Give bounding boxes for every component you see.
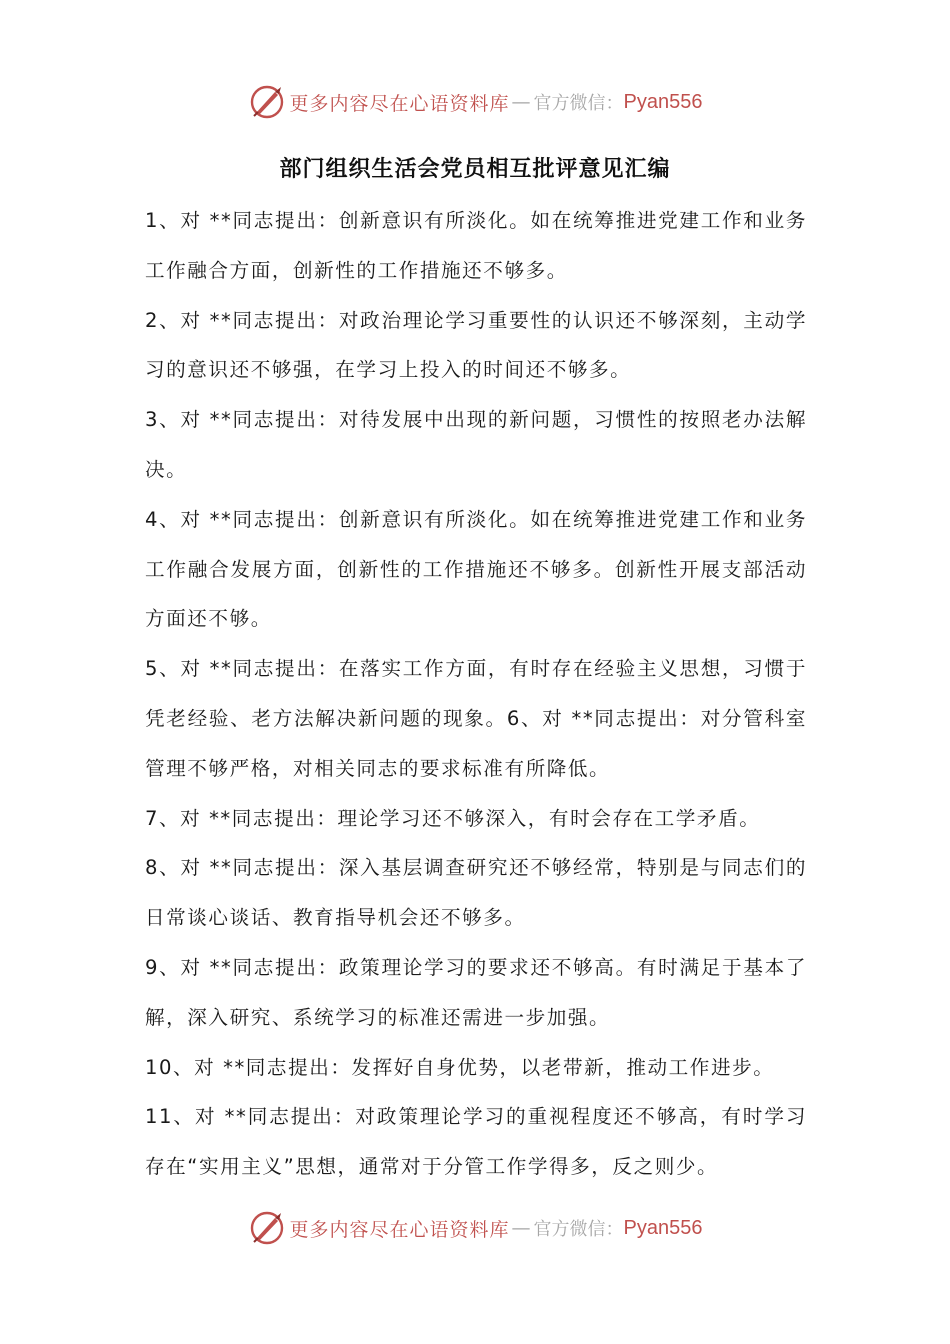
watermark-site-text: 更多内容尽在心语资料库 bbox=[289, 1218, 510, 1241]
quill-pen-logo-icon bbox=[248, 83, 286, 121]
paragraph-9: 9、对 **同志提出：政策理论学习的要求还不够高。有时满足于基本了解，深入研究、系统学习的标准还需进一步加强。 bbox=[145, 955, 807, 1029]
watermark-wechat-id: Pyan556 bbox=[623, 90, 703, 113]
paragraph-4: 4、对 **同志提出：创新意识有所淡化。如在统筹推进党建工作和业务工作融合发展方面，创新性的工作措施还不够多。创新性开展支部活动方面还不够。 bbox=[145, 507, 807, 631]
watermark-official-label: 官方微信： bbox=[533, 93, 624, 114]
watermark-wechat-id: Pyan556 bbox=[623, 1216, 703, 1239]
document-body bbox=[145, 196, 807, 1192]
paragraph-1: 1、对 **同志提出：创新意识有所淡化。如在统筹推进党建工作和业务工作融合方面，创新性的工作措施还不够多。 bbox=[145, 209, 807, 282]
header-watermark-banner bbox=[0, 80, 950, 124]
paragraph-7: 7、对 **同志提出：理论学习还不够深入，有时会存在工学矛盾。 bbox=[145, 806, 761, 830]
paragraph-10: 10、对 **同志提出：发挥好自身优势，以老带新，推动工作进步。 bbox=[145, 1055, 775, 1079]
footer-watermark-banner bbox=[0, 1206, 950, 1250]
document-title: 部门组织生活会党员相互批评意见汇编 bbox=[279, 157, 671, 182]
paragraph-2: 2、对 **同志提出：对政治理论学习重要性的认识还不够深刻，主动学习的意识还不够强，在学习上投入的时间还不够多。 bbox=[145, 308, 807, 382]
watermark-separator: — bbox=[511, 1217, 532, 1239]
paragraph-11: 11、对 **同志提出：对政策理论学习的重视程度还不够高，有时学习存在“实用主义”思想，通常对于分管工作学得多，反之则少。 bbox=[145, 1105, 807, 1179]
watermark-official-label: 官方微信： bbox=[533, 1219, 624, 1240]
paragraph-3: 3、对 **同志提出：对待发展中出现的新问题，习惯性的按照老办法解决。 bbox=[145, 408, 807, 481]
paragraph-5: 5、对 **同志提出：在落实工作方面，有时存在经验主义思想，习惯于凭老经验、老方法解决新问题的现象。6、对 **同志提出：对分管科室管理不够严格，对相关同志的要求标准有所降低。 bbox=[145, 657, 807, 780]
quill-pen-logo-icon bbox=[248, 1209, 286, 1247]
paragraph-8: 8、对 **同志提出：深入基层调查研究还不够经常，特别是与同志们的日常谈心谈话、教育指导机会还不够多。 bbox=[145, 856, 807, 930]
watermark-site-text: 更多内容尽在心语资料库 bbox=[289, 92, 510, 115]
watermark-separator: — bbox=[511, 91, 532, 113]
